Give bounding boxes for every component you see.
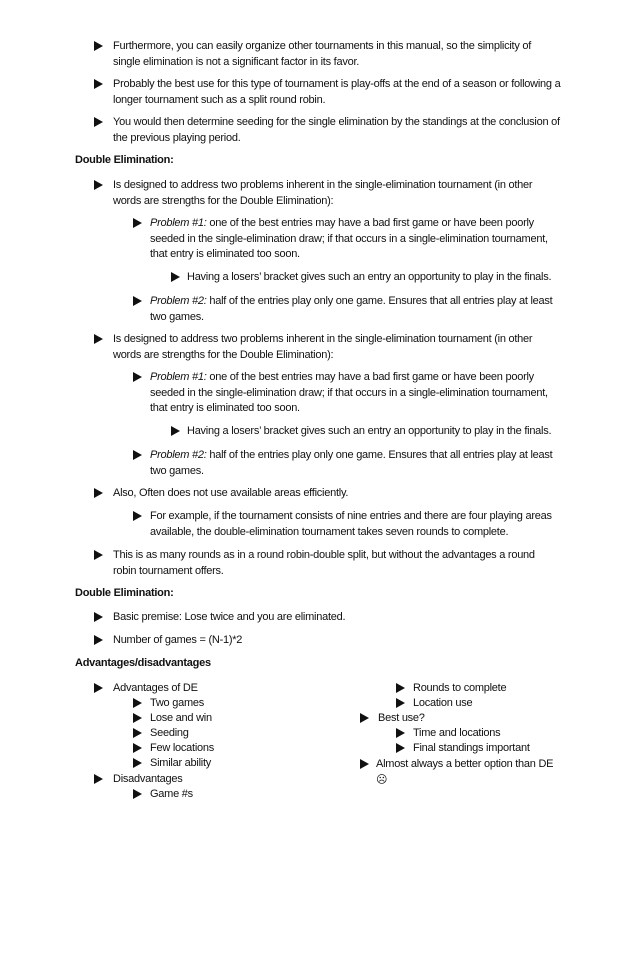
sad-face-icon: ☹ bbox=[376, 773, 388, 786]
arrow-bullet-icon bbox=[94, 79, 103, 89]
arrow-bullet-icon bbox=[133, 758, 142, 768]
bullet-text: Similar ability bbox=[150, 757, 212, 769]
bullet-item bbox=[94, 548, 554, 579]
arrow-bullet-icon bbox=[133, 743, 142, 753]
bullet-text: Advantages of DE bbox=[113, 682, 198, 694]
bullet-item bbox=[94, 332, 554, 363]
sub-sub-bullet-item bbox=[171, 424, 591, 440]
arrow-bullet-icon bbox=[133, 713, 142, 723]
arrow-bullet-icon bbox=[396, 683, 405, 693]
bullet-text: Location use bbox=[413, 697, 473, 709]
bullet-text: Is designed to address two problems inherent in the single-elimination tournament (in other words are strengths for the Double Elimination): bbox=[113, 179, 533, 207]
arrow-bullet-icon bbox=[133, 511, 142, 521]
arrow-bullet-icon bbox=[360, 713, 369, 723]
adv-item bbox=[133, 726, 313, 742]
bullet-text: Seeding bbox=[150, 727, 189, 739]
arrow-bullet-icon bbox=[396, 743, 405, 753]
bullet-text: Having a losers’ bracket gives such an entry an opportunity to play in the finals. bbox=[187, 271, 552, 283]
right-item bbox=[360, 711, 560, 727]
arrow-bullet-icon bbox=[94, 488, 103, 498]
dis-label-item bbox=[94, 772, 314, 788]
arrow-bullet-icon bbox=[171, 426, 180, 436]
problem-label: Problem #1: bbox=[150, 371, 207, 383]
arrow-bullet-icon bbox=[94, 635, 103, 645]
problem-label: Problem #2: bbox=[150, 449, 207, 461]
problem-text bbox=[150, 216, 563, 263]
bullet-text: You would then determine seeding for the single elimination by the standings at the conclusion of the previous playing period. bbox=[113, 116, 560, 144]
arrow-bullet-icon bbox=[133, 372, 142, 382]
bullet-item bbox=[94, 610, 554, 626]
sub-bullet-item bbox=[133, 294, 563, 325]
arrow-bullet-icon bbox=[396, 728, 405, 738]
arrow-bullet-icon bbox=[94, 180, 103, 190]
sub-sub-bullet-item bbox=[171, 270, 591, 286]
bullet-text: Almost always a better option than DE bbox=[376, 758, 554, 770]
bullet-item bbox=[94, 178, 554, 209]
right-sub-item bbox=[396, 741, 596, 757]
arrow-bullet-icon bbox=[133, 789, 142, 799]
bullet-text: Best use? bbox=[378, 712, 425, 724]
bullet-text: Probably the best use for this type of tournament is play-offs at the end of a season or following a longer tournament such as a split round robin. bbox=[113, 78, 561, 106]
sub-bullet-item bbox=[133, 216, 563, 263]
arrow-bullet-icon bbox=[94, 550, 103, 560]
arrow-bullet-icon bbox=[94, 117, 103, 127]
problem-text bbox=[150, 294, 563, 325]
problem-label: Problem #1: bbox=[150, 217, 207, 229]
sub-bullet-item bbox=[133, 509, 563, 540]
bullet-text: Also, Often does not use available areas efficiently. bbox=[113, 487, 349, 499]
arrow-bullet-icon bbox=[94, 612, 103, 622]
problem-label: Problem #2: bbox=[150, 295, 207, 307]
arrow-bullet-icon bbox=[133, 450, 142, 460]
right-sub-item bbox=[396, 696, 596, 712]
adv-item bbox=[133, 756, 313, 772]
section-heading: Double Elimination: bbox=[75, 587, 174, 599]
problem-body: half of the entries play only one game. Ensures that all entries play at least two games. bbox=[150, 295, 553, 323]
arrow-bullet-icon bbox=[133, 698, 142, 708]
dis-item bbox=[133, 787, 313, 803]
sub-bullet-item bbox=[133, 370, 563, 417]
bullet-text: Is designed to address two problems inherent in the single-elimination tournament (in other words are strengths for the Double Elimination): bbox=[113, 333, 533, 361]
adv-item bbox=[133, 741, 313, 757]
adv-item bbox=[133, 696, 313, 712]
arrow-bullet-icon bbox=[396, 698, 405, 708]
arrow-bullet-icon bbox=[171, 272, 180, 282]
arrow-bullet-icon bbox=[94, 334, 103, 344]
bullet-text: Time and locations bbox=[413, 727, 501, 739]
problem-text bbox=[150, 370, 563, 417]
arrow-bullet-icon bbox=[133, 728, 142, 738]
problem-text bbox=[150, 448, 563, 479]
problem-body: half of the entries play only one game. Ensures that all entries play at least two games. bbox=[150, 449, 553, 477]
bullet-text: Having a losers’ bracket gives such an entry an opportunity to play in the finals. bbox=[187, 425, 552, 437]
bullet-item bbox=[94, 486, 554, 502]
bullet-text: Few locations bbox=[150, 742, 215, 754]
bullet-text: Furthermore, you can easily organize other tournaments in this manual, so the simplicity of single elimination is not a significant factor in its favor. bbox=[113, 40, 532, 68]
bullet-text: Two games bbox=[150, 697, 204, 709]
bullet-item bbox=[94, 115, 564, 146]
right-sub-item bbox=[396, 681, 596, 697]
arrow-bullet-icon bbox=[133, 218, 142, 228]
adv-item bbox=[133, 711, 313, 727]
bullet-text: For example, if the tournament consists of nine entries and there are four playing areas available, the double-elimination tournament takes seven rounds to complete. bbox=[150, 510, 552, 538]
arrow-bullet-icon bbox=[94, 683, 103, 693]
bullet-item bbox=[94, 633, 554, 649]
right-sub-item bbox=[396, 726, 596, 742]
bullet-item bbox=[94, 39, 544, 70]
problem-body: one of the best entries may have a bad first game or have been poorly seeded in the single-elimination draw; if that occurs in a single-elimination tournament, that entry is eliminated too soon. bbox=[150, 217, 548, 260]
bullet-text: This is as many rounds as in a round robin-double split, but without the advantages a round robin tournament offers. bbox=[113, 549, 535, 577]
section-heading: Advantages/disadvantages bbox=[75, 657, 211, 669]
bullet-text: Rounds to complete bbox=[413, 682, 507, 694]
arrow-bullet-icon bbox=[133, 296, 142, 306]
bullet-text: Final standings important bbox=[413, 742, 530, 754]
bullet-text: Lose and win bbox=[150, 712, 212, 724]
sub-bullet-item bbox=[133, 448, 563, 479]
right-item bbox=[360, 757, 565, 788]
arrow-bullet-icon bbox=[360, 759, 369, 769]
adv-label-item bbox=[94, 681, 314, 697]
problem-body: one of the best entries may have a bad first game or have been poorly seeded in the single-elimination draw; if that occurs in a single-elimination tournament, that entry is eliminated too soon. bbox=[150, 371, 548, 414]
bullet-text: Game #s bbox=[150, 788, 193, 800]
arrow-bullet-icon bbox=[94, 41, 103, 51]
arrow-bullet-icon bbox=[94, 774, 103, 784]
bullet-text: Disadvantages bbox=[113, 773, 183, 785]
bullet-item bbox=[94, 77, 564, 108]
section-heading: Double Elimination: bbox=[75, 154, 174, 166]
bullet-text: Number of games = (N-1)*2 bbox=[113, 634, 243, 646]
bullet-text: Basic premise: Lose twice and you are eliminated. bbox=[113, 611, 346, 623]
